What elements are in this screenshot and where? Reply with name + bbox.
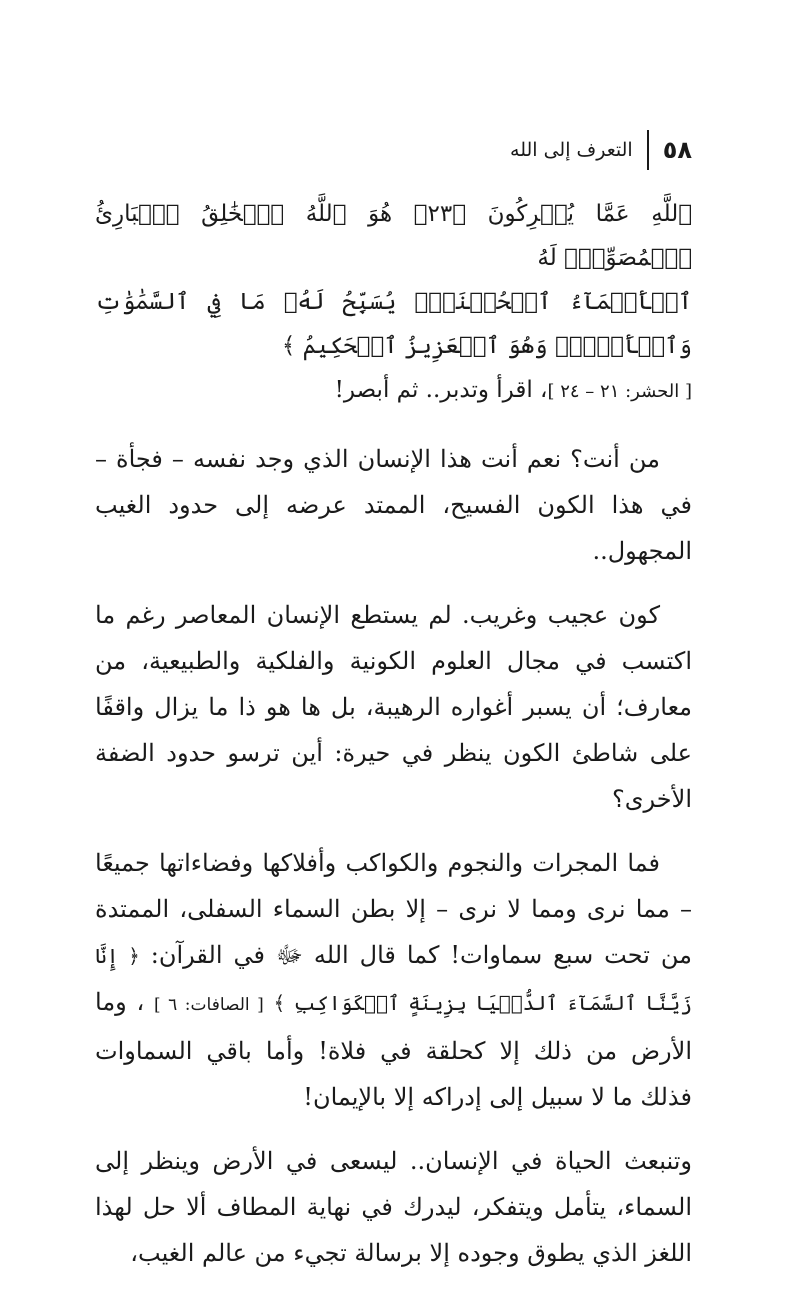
paragraph-3	[95, 840, 692, 1120]
page-number: ٥٨	[662, 136, 692, 164]
paragraph-3-text-end: ، وما الأرض من ذلك إلا كحلقة في فلاة! وأما باقي السماوات فذلك ما لا سبيل إلى إدراكه إلا بالإيمان!	[95, 988, 692, 1111]
inline-quran-citation: [ الصافات: ٦ ]	[153, 995, 264, 1015]
inline-quran-verse: ﴿ إِنَّا زَيَّنَّا ٱلسَّمَآءَ ٱلدُّنۡيَا بِزِينَةٍ ٱلۡكَوَاكِبِ ﴾	[95, 944, 692, 1015]
paragraph-3-text-start: فما المجرات والنجوم والكواكب وأفلاكها وفضاءاتها جميعًا – مما نرى ومما لا نرى – إلا بطن السماء السفلى، الممتدة من تحت سبع سماوات! كما قال الله ﷻ في القرآن:	[95, 849, 692, 969]
paragraph-2: كون عجيب وغريب. لم يستطع الإنسان المعاصر رغم ما اكتسب في مجال العلوم الكونية والفلكية والطبيعية، من معارف؛ أن يسبر أغواره الرهيبة، بل ها هو ذا ما يزال واقفًا على شاطئ الكون ينظر في حيرة: أين ترسو حدود الضفة الأخرى؟	[95, 601, 692, 813]
quran-verse-line-2: ٱلۡأَسۡمَآءُ ٱلۡحُسۡنَىٰۚ يُسَبِّحُ لَهُۥ مَا فِي ٱلسَّمَٰوَٰتِ وَٱلۡأَرۡضِۖ وَهُوَ ٱلۡعَزِيزُ ٱلۡحَكِيمُ ﴾	[95, 289, 692, 359]
header-divider	[647, 130, 649, 170]
citation-followup-text: ، اقرأ وتدبر.. ثم أبصر!	[334, 377, 548, 403]
paragraph-1: من أنت؟ نعم أنت هذا الإنسان الذي وجد نفسه – فجأة – في هذا الكون الفسيح، الممتد عرضه إلى حدود الغيب المجهول..	[95, 445, 692, 565]
quran-citation: [ الحشر: ٢١ – ٢٤ ]	[547, 381, 692, 402]
paragraph-4: وتنبعث الحياة في الإنسان.. ليسعى في الأرض وينظر إلى السماء، يتأمل ويتفكر، ليدرك في نهاية المطاف ألا حل لهذا اللغز الذي يطوق وجوده إلا برسالة تجيء من عالم الغيب،	[95, 1147, 692, 1267]
page-header	[95, 128, 692, 172]
quran-verse-line-1: ٱللَّهِ عَمَّا يُشۡرِكُونَ ﴿٢٣﴾ هُوَ ٱللَّهُ ٱلۡخَٰلِقُ ٱلۡبَارِئُ ٱلۡمُصَوِّرُۖ لَهُ	[95, 201, 693, 271]
quran-citation-line	[95, 368, 692, 414]
running-title: التعرف إلى الله	[510, 139, 633, 161]
quran-quote-block	[95, 192, 692, 414]
